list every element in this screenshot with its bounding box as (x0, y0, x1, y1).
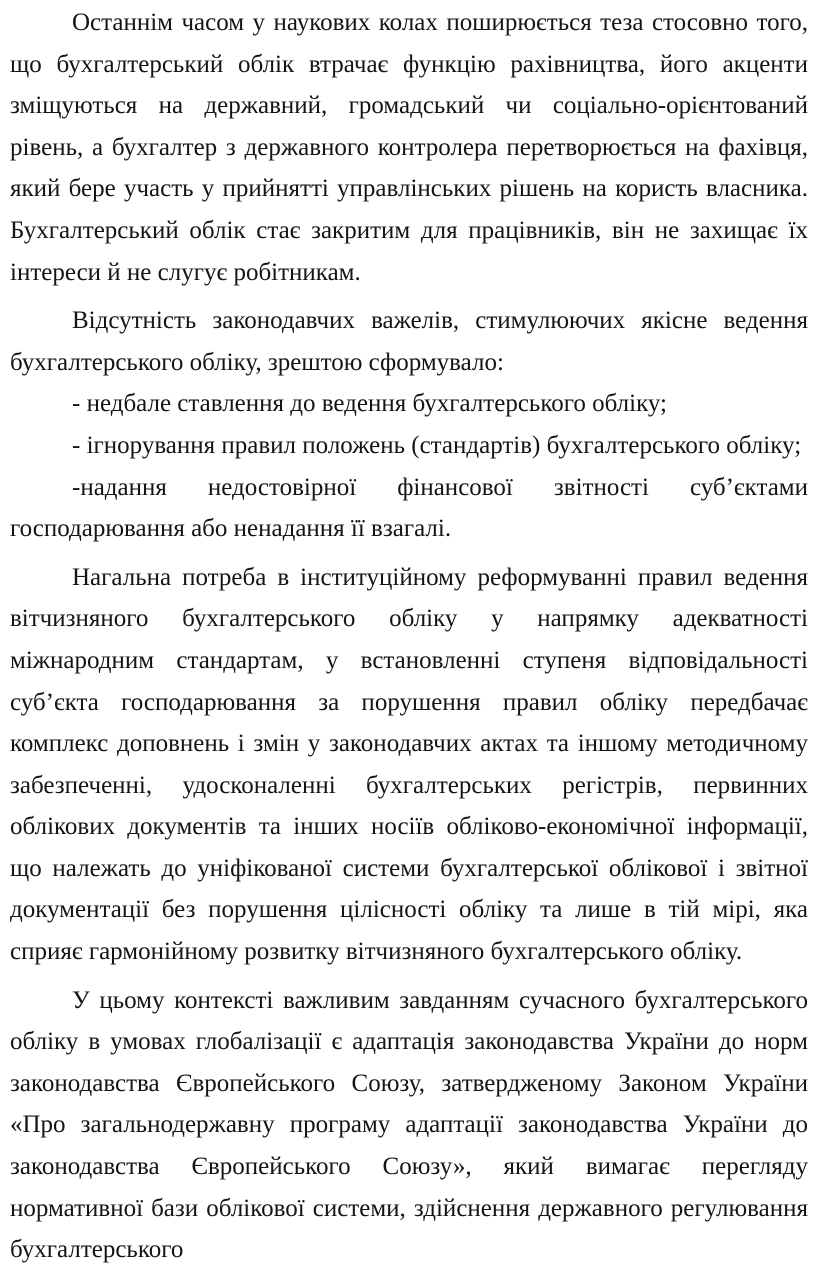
list-item-2: - ігнорування правил положень (стандартів) бухгалтерського обліку; (72, 431, 802, 459)
list-item-3: -надання недостовірної фінансової звітності суб’єктами господарювання або ненадання її взагалі. (10, 473, 808, 543)
paragraph-3: Нагальна потреба в інституційному реформуванні правил ведення вітчизняного бухгалтерського обліку у напрямку адекватності міжнародним стандартам, у встановленні ступеня відповідальності суб’єкта господарювання за порушення правил обліку передбачає комплекс доповнень і змін у законодавчих актах та іншому методичному забезпеченні, удосконаленні бухгалтерських регістрів, первинних облікових документів та інших носіїв обліково-економічної інформації, що належать до уніфікованої системи бухгалтерської облікової і звітної документації без порушення цілісності обліку та лише в тій мірі, яка сприяє гармонійному розвитку вітчизняного бухгалтерського обліку. (10, 563, 808, 966)
list-item-1: - недбале ставлення до ведення бухгалтерського обліку; (72, 390, 668, 418)
paragraph-2: Відсутність законодавчих важелів, стимулюючих якісне ведення бухгалтерського обліку, зрештою сформувало: (10, 307, 808, 376)
document-page (10, 0, 808, 1271)
paragraph-4: У цьому контексті важливим завданням сучасного бухгалтерського обліку в умовах глобалізації є адаптація законодавства України до норм законодавства Європейського Союзу, затвердженому Законом України «Про загальнодержавну програму адаптації законодавства України до законодавства Європейського Союзу», який вимагає перегляду нормативної бази облікової системи, здійснення державного регулювання бухгалтерського (10, 986, 808, 1264)
paragraph-1: Останнім часом у наукових колах поширюється теза стосовно того, що бухгалтерський облік втрачає функцію рахівництва, його акценти зміщуються на державний, громадський чи соціально-орієнтований рівень, а бухгалтер з державного контролера перетворюється на фахівця, який бере участь у прийнятті управлінських рішень на користь власника. Бухгалтерський облік стає закритим для працівників, він не захищає їх інтереси й не слугує робітникам. (10, 9, 808, 286)
